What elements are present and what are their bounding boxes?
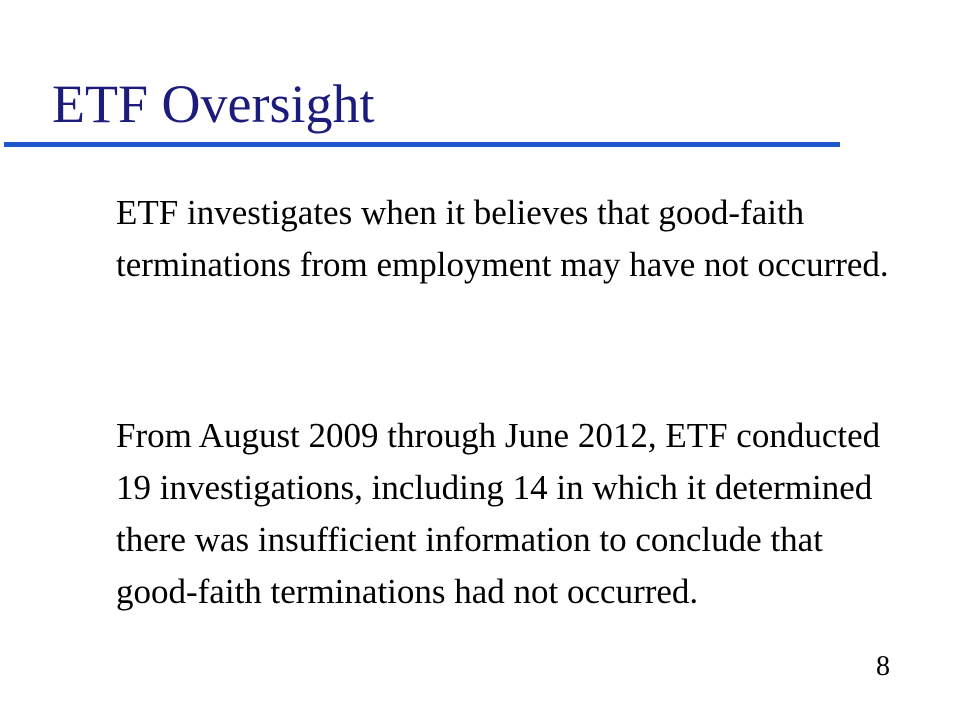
page-number: 8 [876,651,890,682]
body-paragraph-2: From August 2009 through June 2012, ETF conducted 19 investigations, including 14 in which it determined there was insufficient information to conclude that good-faith terminations had not occurred. [116,416,881,611]
title-underline [4,142,840,147]
slide-title: ETF Oversight [52,74,375,134]
body-paragraph-1: ETF investigates when it believes that good-faith terminations from employment may have not occurred. [116,193,889,284]
